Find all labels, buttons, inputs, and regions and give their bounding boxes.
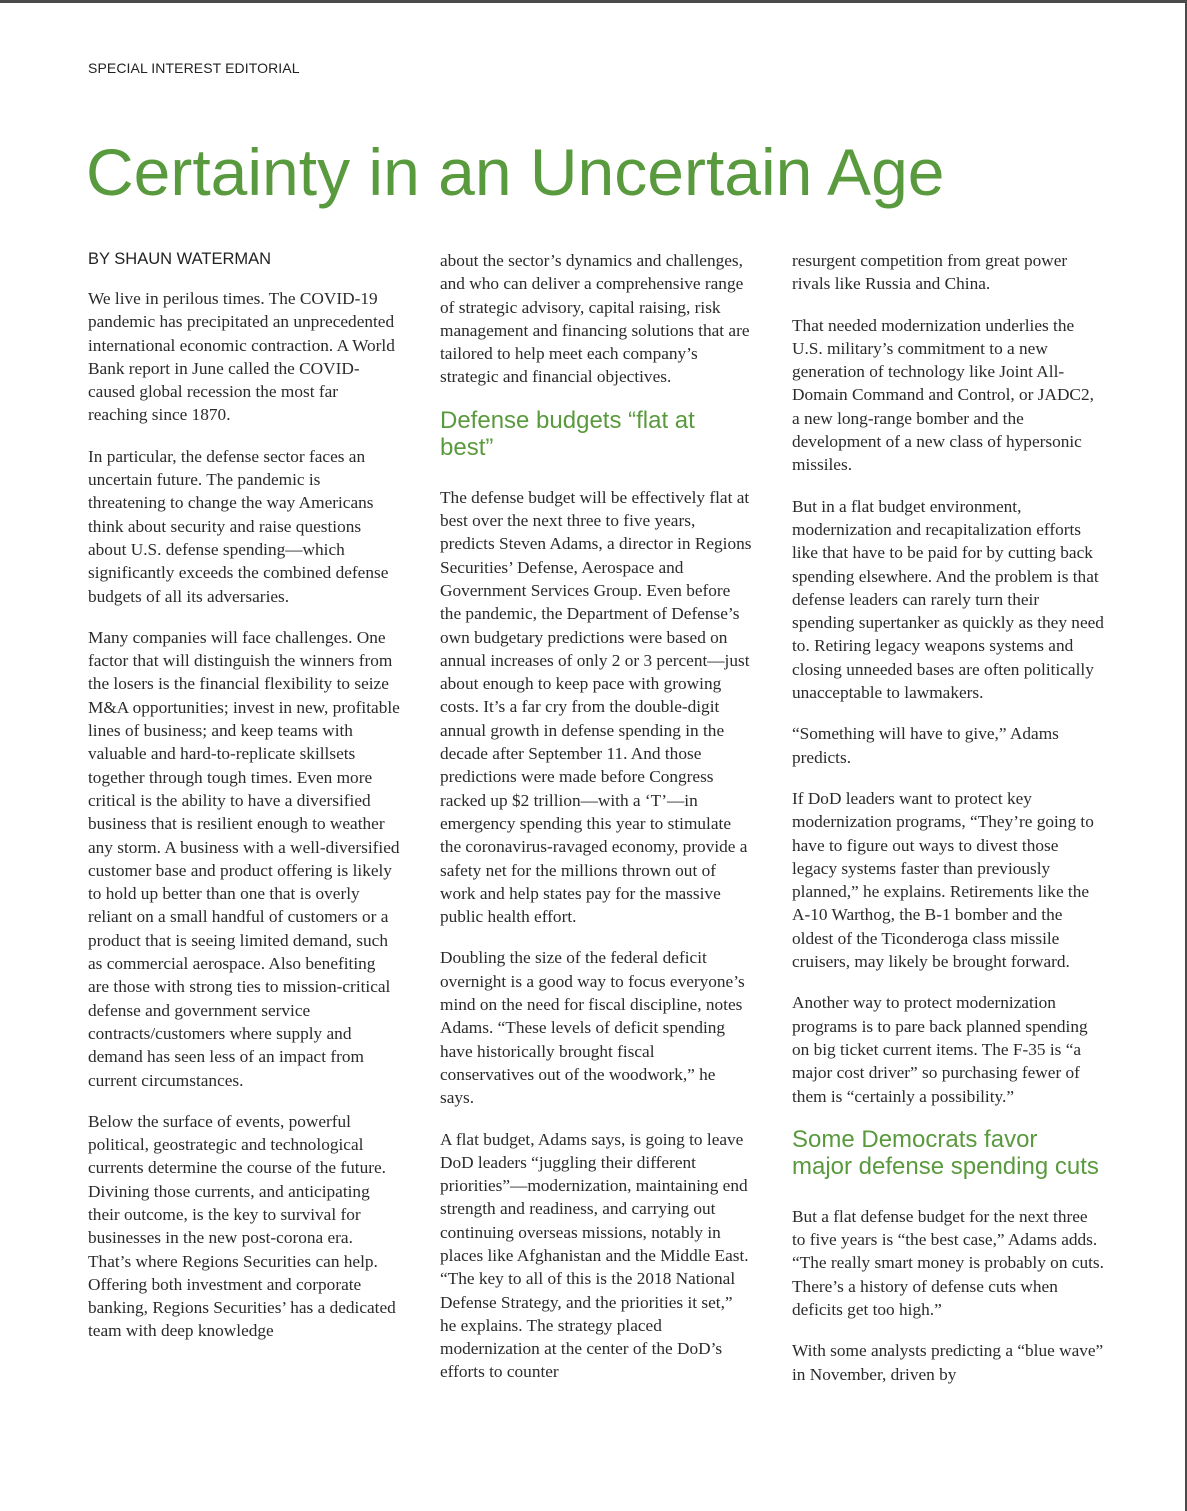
column-2 — [440, 249, 752, 1402]
paragraph: With some analysts predicting a “blue wave” in November, driven by — [792, 1341, 1104, 1384]
paragraph: Many companies will face challenges. One factor that will distinguish the winners from the losers is the financial flexibility to seize M&A opportunities; invest in new, profitable lines of business; and keep teams with valuable and hard-to-replicate skillsets together through tough times. Even more critical is the ability to have a diversified business that is resilient enough to weather any storm. A business with a well-diversified customer base and product offering is likely to hold up better than one that is overly reliant on a small handful of customers or a product that is seeing limited demand, such as commercial aerospace. Also benefiting are those with strong ties to mission-critical defense and government service contracts/customers where supply and demand has seen less of an impact from current circumstances. — [88, 627, 400, 1090]
byline: BY SHAUN WATERMAN — [88, 250, 272, 268]
paragraph: Another way to protect modernization programs is to pare back planned spending on big ticket current items. The F-35 is “a major cost driver” so purchasing fewer of them is “certainly a possibility.” — [792, 993, 1088, 1106]
paragraph: That needed modernization underlies the U.S. military’s commitment to a new generation of technology like Joint All-Domain Command and Control, or JADC2, a new long-range bomber and the development of a new class of hypersonic missiles. — [792, 315, 1094, 475]
section-kicker: SPECIAL INTEREST EDITORIAL — [88, 60, 300, 76]
top-border — [0, 0, 1187, 3]
column-3 — [792, 249, 1104, 1404]
paragraph: A flat budget, Adams says, is going to leave DoD leaders “juggling their different priorities”—modernization, maintaining end strength and readiness, and carrying out continuing overseas missions, notably in places like Afghanistan and the Middle East. “The key to all of this is the 2018 National Defense Strategy, and the priorities it set,” he explains. The strategy placed modernization at the center of the DoD’s efforts to counter — [440, 1129, 749, 1382]
paragraph: But a flat defense budget for the next three to five years is “the best case,” Adams adds. “The really smart money is probably on cuts. There’s a history of defense cuts when deficits get too high.” — [792, 1206, 1104, 1319]
paragraph: “Something will have to give,” Adams predicts. — [792, 724, 1059, 767]
paragraph: Doubling the size of the federal deficit overnight is a good way to focus everyone’s mind on the need for fiscal discipline, notes Adams. “These levels of deficit spending have historically brought fiscal conservatives out of the woodwork,” he says. — [440, 948, 745, 1108]
column-1 — [88, 248, 400, 1361]
paragraph: resurgent competition from great power rivals like Russia and China. — [792, 251, 1068, 294]
paragraph: In particular, the defense sector faces an uncertain future. The pandemic is threatening to change the way Americans think about security and raise questions about U.S. defense spending—which significantly exceeds the combined defense budgets of all its adversaries. — [88, 446, 389, 606]
subheading-democrats-cuts: Some Democrats favor major defense spending cuts — [792, 1125, 1099, 1180]
article-headline: Certainty in an Uncertain Age — [86, 135, 945, 209]
paragraph: Below the surface of events, powerful political, geostrategic and technological currents determine the course of the future. Divining those currents, and anticipating their outcome, is the key to survival for businesses in the new post-corona era. That’s where Regions Securities can help. Offering both investment and corporate banking, Regions Securities’ has a dedicated team with deep knowledge — [88, 1111, 396, 1341]
paragraph: But in a flat budget environment, modernization and recapitalization efforts like that have to be paid for by cutting back spending elsewhere. And the problem is that defense leaders can rarely turn their spending supertanker as quickly as they need to. Retiring legacy weapons systems and closing unneeded bases are often politically unacceptable to lawmakers. — [792, 496, 1104, 703]
paragraph: We live in perilous times. The COVID-19 pandemic has precipitated an unprecedented international economic contraction. A World Bank report in June called the COVID-caused global recession the most far reaching since 1870. — [88, 289, 395, 425]
paragraph: about the sector’s dynamics and challenges, and who can deliver a comprehensive range of strategic advisory, capital raising, risk management and financing solutions that are tailored to help meet each company’s strategic and financial objectives. — [440, 251, 750, 387]
paragraph: If DoD leaders want to protect key modernization programs, “They’re going to have to figure out ways to divest those legacy systems faster than previously planned,” he explains. Retirements like the A-10 Warthog, the B-1 bomber and the oldest of the Ticonderoga class missile cruisers, may likely be brought forward. — [792, 788, 1094, 972]
subheading-defense-budgets: Defense budgets “flat at best” — [440, 406, 695, 461]
paragraph: The defense budget will be effectively flat at best over the next three to five years, predicts Steven Adams, a director in Regions Securities’ Defense, Aerospace and Government Services Group. Even before the pandemic, the Department of Defense’s own budgetary predictions were based on annual increases of only 2 or 3 percent—just about enough to keep pace with growing costs. It’s a far cry from the double-digit annual growth in defense spending in the decade after September 11. And those predictions were made before Congress racked up $2 trillion—with a ‘T’—in emergency spending this year to stimulate the coronavirus-ravaged economy, provide a safety net for the millions thrown out of work and help states pay for the massive public health effort. — [440, 487, 752, 927]
